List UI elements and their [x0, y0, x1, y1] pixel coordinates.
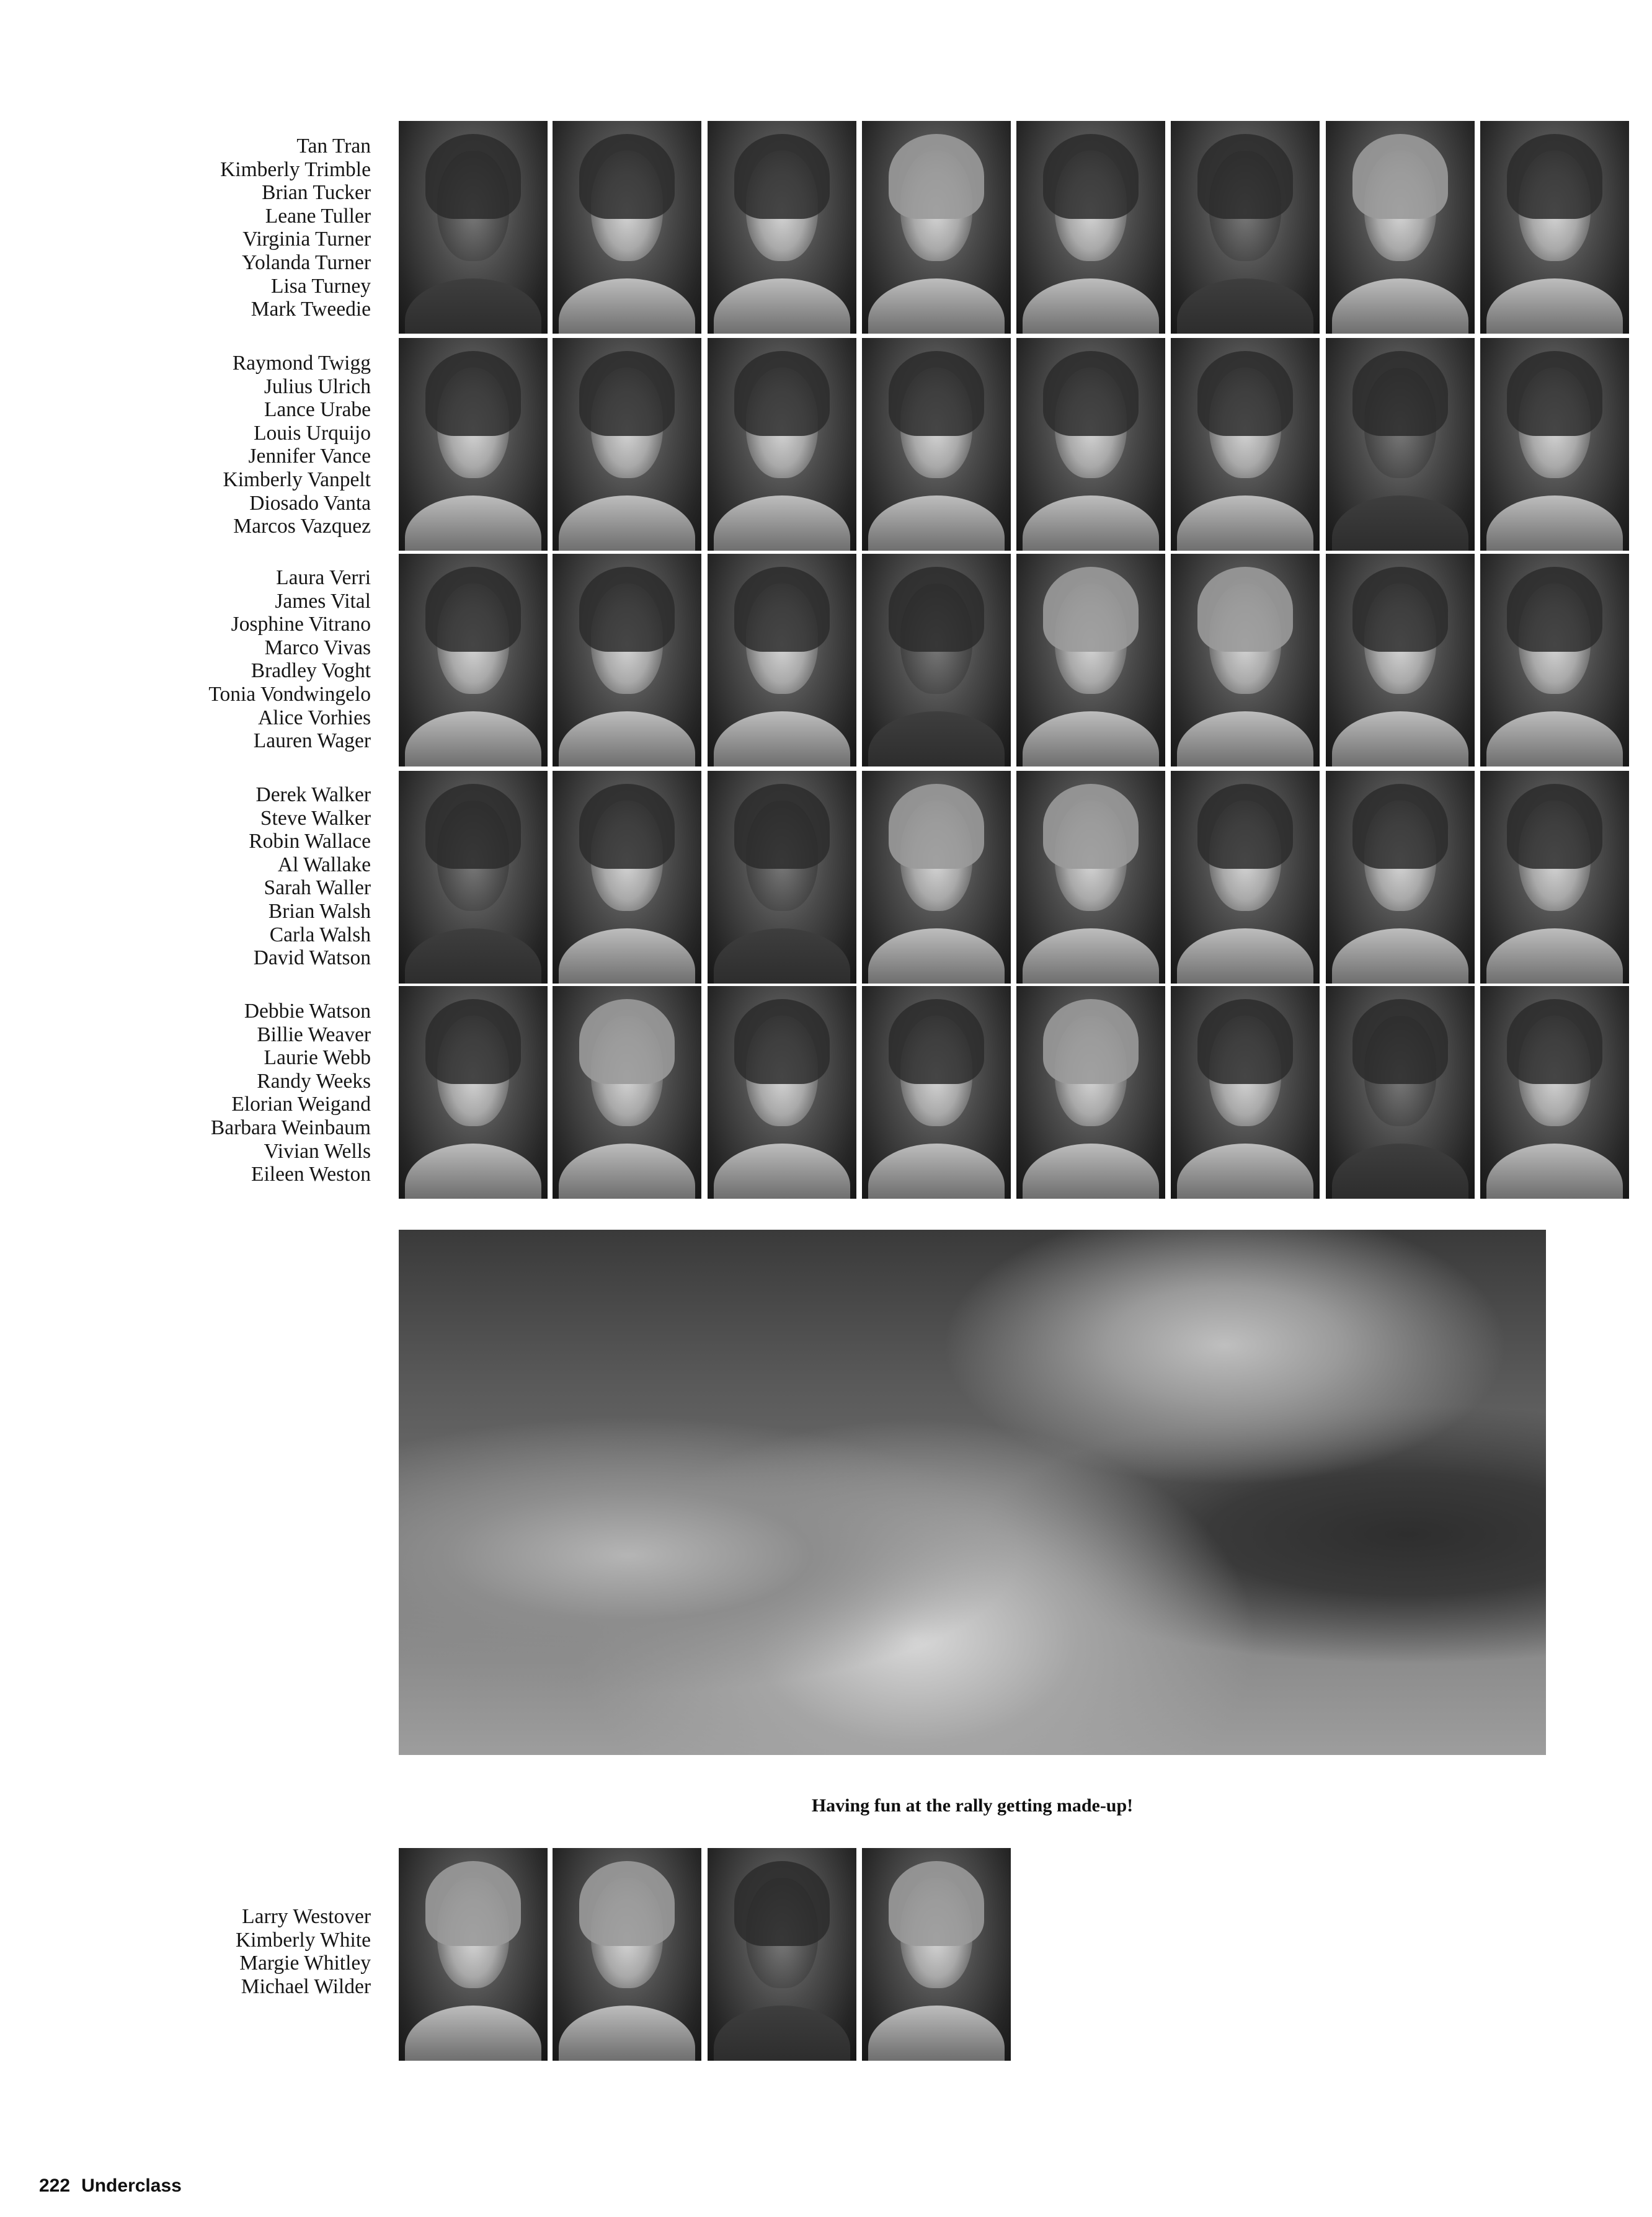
- name-list: [105, 783, 371, 970]
- name-list: [105, 1000, 371, 1186]
- student-portrait: [399, 986, 548, 1199]
- student-portrait: [553, 121, 701, 334]
- name-list: [105, 1905, 371, 1998]
- student-name: Jennifer Vance: [248, 445, 371, 468]
- student-name: Brian Walsh: [268, 899, 371, 923]
- student-name: Lance Urabe: [264, 398, 371, 422]
- student-portrait: [553, 771, 701, 984]
- student-portrait: [1326, 121, 1475, 334]
- student-name: Mark Tweedie: [251, 298, 371, 321]
- student-name: Josphine Vitrano: [231, 613, 371, 636]
- rally-photo: [399, 1230, 1546, 1755]
- student-portrait: [708, 554, 856, 766]
- student-portrait: [1016, 986, 1165, 1199]
- student-portrait: [862, 771, 1011, 984]
- student-portrait: [1171, 338, 1320, 551]
- student-portrait: [708, 121, 856, 334]
- photo-caption: Having fun at the rally getting made-up!: [811, 1795, 1134, 1816]
- student-portrait: [399, 554, 548, 766]
- student-portrait: [553, 1848, 701, 2061]
- student-portrait: [1016, 771, 1165, 984]
- student-name: Laura Verri: [276, 566, 371, 589]
- student-portrait: [1171, 121, 1320, 334]
- student-portrait: [1326, 338, 1475, 551]
- student-portrait: [1016, 554, 1165, 766]
- student-portrait: [399, 1848, 548, 2061]
- student-name: Raymond Twigg: [232, 352, 371, 375]
- section-title: Underclass: [81, 2175, 182, 2196]
- student-portrait: [1480, 121, 1629, 334]
- student-name: Julius Ulrich: [264, 375, 371, 398]
- student-name: Randy Weeks: [257, 1069, 371, 1093]
- student-name: Steve Walker: [260, 806, 371, 830]
- student-portrait: [399, 338, 548, 551]
- student-portrait: [553, 554, 701, 766]
- student-portrait: [862, 554, 1011, 766]
- student-name: Barbara Weinbaum: [210, 1116, 371, 1139]
- student-name: Marco Vivas: [264, 636, 371, 659]
- student-portrait: [1016, 338, 1165, 551]
- name-list: [105, 352, 371, 538]
- student-portrait: [399, 771, 548, 984]
- student-name: Vivian Wells: [264, 1139, 371, 1163]
- student-name: Derek Walker: [255, 783, 371, 806]
- student-name: Laurie Webb: [264, 1046, 371, 1070]
- student-portrait: [862, 121, 1011, 334]
- student-portrait: [553, 338, 701, 551]
- student-name: Kimberly Vanpelt: [223, 468, 371, 491]
- student-name: Sarah Waller: [264, 876, 371, 900]
- student-name: Eileen Weston: [251, 1163, 371, 1186]
- student-portrait: [1171, 771, 1320, 984]
- student-name: Billie Weaver: [257, 1023, 371, 1046]
- student-portrait: [1480, 986, 1629, 1199]
- student-name: Carla Walsh: [269, 923, 371, 946]
- student-portrait: [862, 338, 1011, 551]
- student-name: Elorian Weigand: [231, 1093, 371, 1116]
- student-portrait: [1171, 986, 1320, 1199]
- student-portrait: [708, 1848, 856, 2061]
- student-portrait: [1171, 554, 1320, 766]
- student-name: Michael Wilder: [241, 1975, 371, 1998]
- student-name: Tan Tran: [296, 135, 371, 158]
- student-name: Lauren Wager: [253, 729, 371, 753]
- student-name: Diosado Vanta: [249, 491, 371, 515]
- student-portrait: [708, 338, 856, 551]
- student-name: Lisa Turney: [270, 274, 371, 298]
- student-name: Kimberly Trimble: [220, 158, 371, 181]
- student-name: Marcos Vazquez: [233, 515, 371, 538]
- student-name: Larry Westover: [242, 1905, 371, 1928]
- student-portrait: [1326, 771, 1475, 984]
- student-name: Bradley Voght: [251, 659, 371, 683]
- student-portrait: [399, 121, 548, 334]
- name-list: [105, 135, 371, 321]
- student-name: Yolanda Turner: [242, 251, 371, 274]
- student-portrait: [1480, 338, 1629, 551]
- page-number: 222: [39, 2175, 71, 2196]
- student-name: Margie Whitley: [239, 1952, 371, 1975]
- student-name: David Watson: [253, 946, 371, 970]
- student-portrait: [1326, 554, 1475, 766]
- student-name: James Vital: [275, 589, 371, 613]
- student-portrait: [1480, 554, 1629, 766]
- student-name: Virginia Turner: [242, 228, 371, 251]
- student-name: Tonia Vondwingelo: [208, 682, 371, 706]
- student-portrait: [708, 986, 856, 1199]
- student-portrait: [1326, 986, 1475, 1199]
- student-name: Alice Vorhies: [257, 706, 371, 729]
- student-portrait: [708, 771, 856, 984]
- name-list: [105, 566, 371, 753]
- student-name: Debbie Watson: [244, 1000, 371, 1023]
- student-name: Robin Wallace: [249, 830, 371, 853]
- student-portrait: [553, 986, 701, 1199]
- student-name: Kimberly White: [235, 1928, 371, 1952]
- student-portrait: [1480, 771, 1629, 984]
- student-portrait: [1016, 121, 1165, 334]
- student-name: Al Wallake: [277, 853, 371, 876]
- student-name: Brian Tucker: [262, 181, 371, 205]
- student-portrait: [862, 986, 1011, 1199]
- student-name: Louis Urquijo: [254, 421, 371, 445]
- page-footer: [39, 2175, 193, 2197]
- student-portrait: [862, 1848, 1011, 2061]
- student-name: Leane Tuller: [265, 204, 371, 228]
